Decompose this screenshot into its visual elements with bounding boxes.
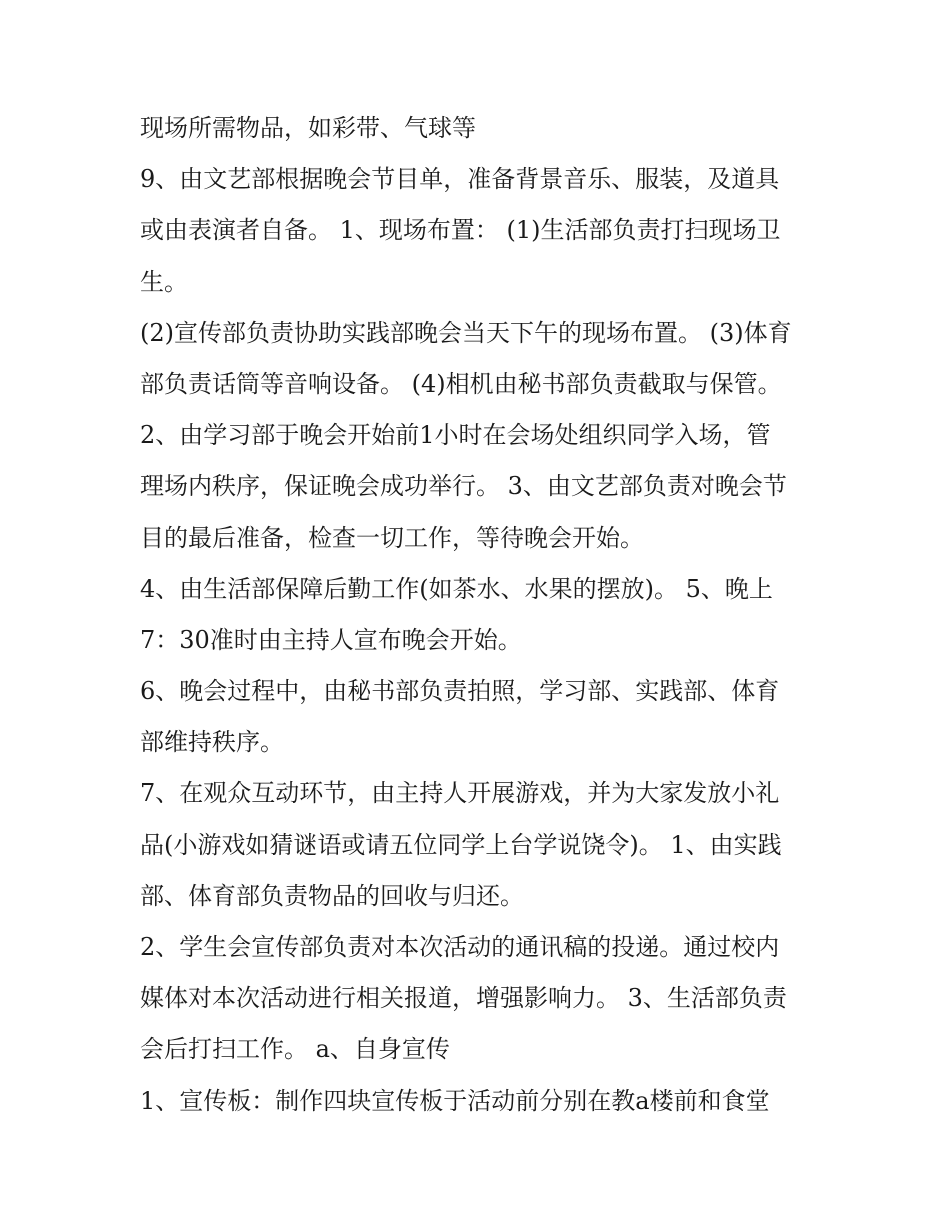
text-line: 媒体对本次活动进行相关报道，增强影响力。 3、生活部负责	[140, 984, 787, 1013]
text-line: 部、体育部负责物品的回收与归还。	[140, 881, 524, 910]
text-line: 或由表演者自备。 1、现场布置： (1)生活部负责打扫现场卫	[140, 216, 781, 245]
text-line: 2、学生会宣传部负责对本次活动的通讯稿的投递。通过校内	[140, 933, 780, 961]
text-line: 会后打扫工作。 a、自身宣传	[140, 1035, 450, 1064]
text-line: 6、晚会过程中，由秘书部负责拍照，学习部、实践部、体育	[140, 677, 780, 706]
text-line: 1、宣传板：制作四块宣传板于活动前分别在教a楼前和食堂	[140, 1086, 770, 1115]
text-line: 部负责话筒等音响设备。 (4)相机由秘书部负责截取与保管。	[140, 369, 782, 398]
text-line: 部维持秩序。	[140, 728, 284, 757]
text-line: 现场所需物品，如彩带、气球等	[140, 114, 476, 142]
text-line: 目的最后准备，检查一切工作，等待晚会开始。	[140, 523, 644, 552]
text-line: 9、由文艺部根据晚会节目单，准备背景音乐、服装，及道具	[140, 165, 780, 194]
text-line: 理场内秩序，保证晚会成功举行。 3、由文艺部负责对晚会节	[140, 472, 787, 501]
text-line: 4、由生活部保障后勤工作(如茶水、水果的摆放)。 5、晚上	[140, 574, 773, 603]
text-line: 2、由学习部于晚会开始前1小时在会场处组织同学入场，管	[140, 421, 771, 450]
text-line: 7、在观众互动环节，由主持人开展游戏，并为大家发放小礼	[140, 779, 780, 808]
text-line: 生。	[140, 267, 188, 296]
text-line: 7：30准时由主持人宣布晚会开始。	[140, 625, 522, 654]
text-line: (2)宣传部负责协助实践部晚会当天下午的现场布置。 (3)体育	[140, 318, 792, 347]
document-body	[140, 103, 820, 1127]
text-line: 品(小游戏如猜谜语或请五位同学上台学说饶令)。 1、由实践	[140, 830, 782, 859]
